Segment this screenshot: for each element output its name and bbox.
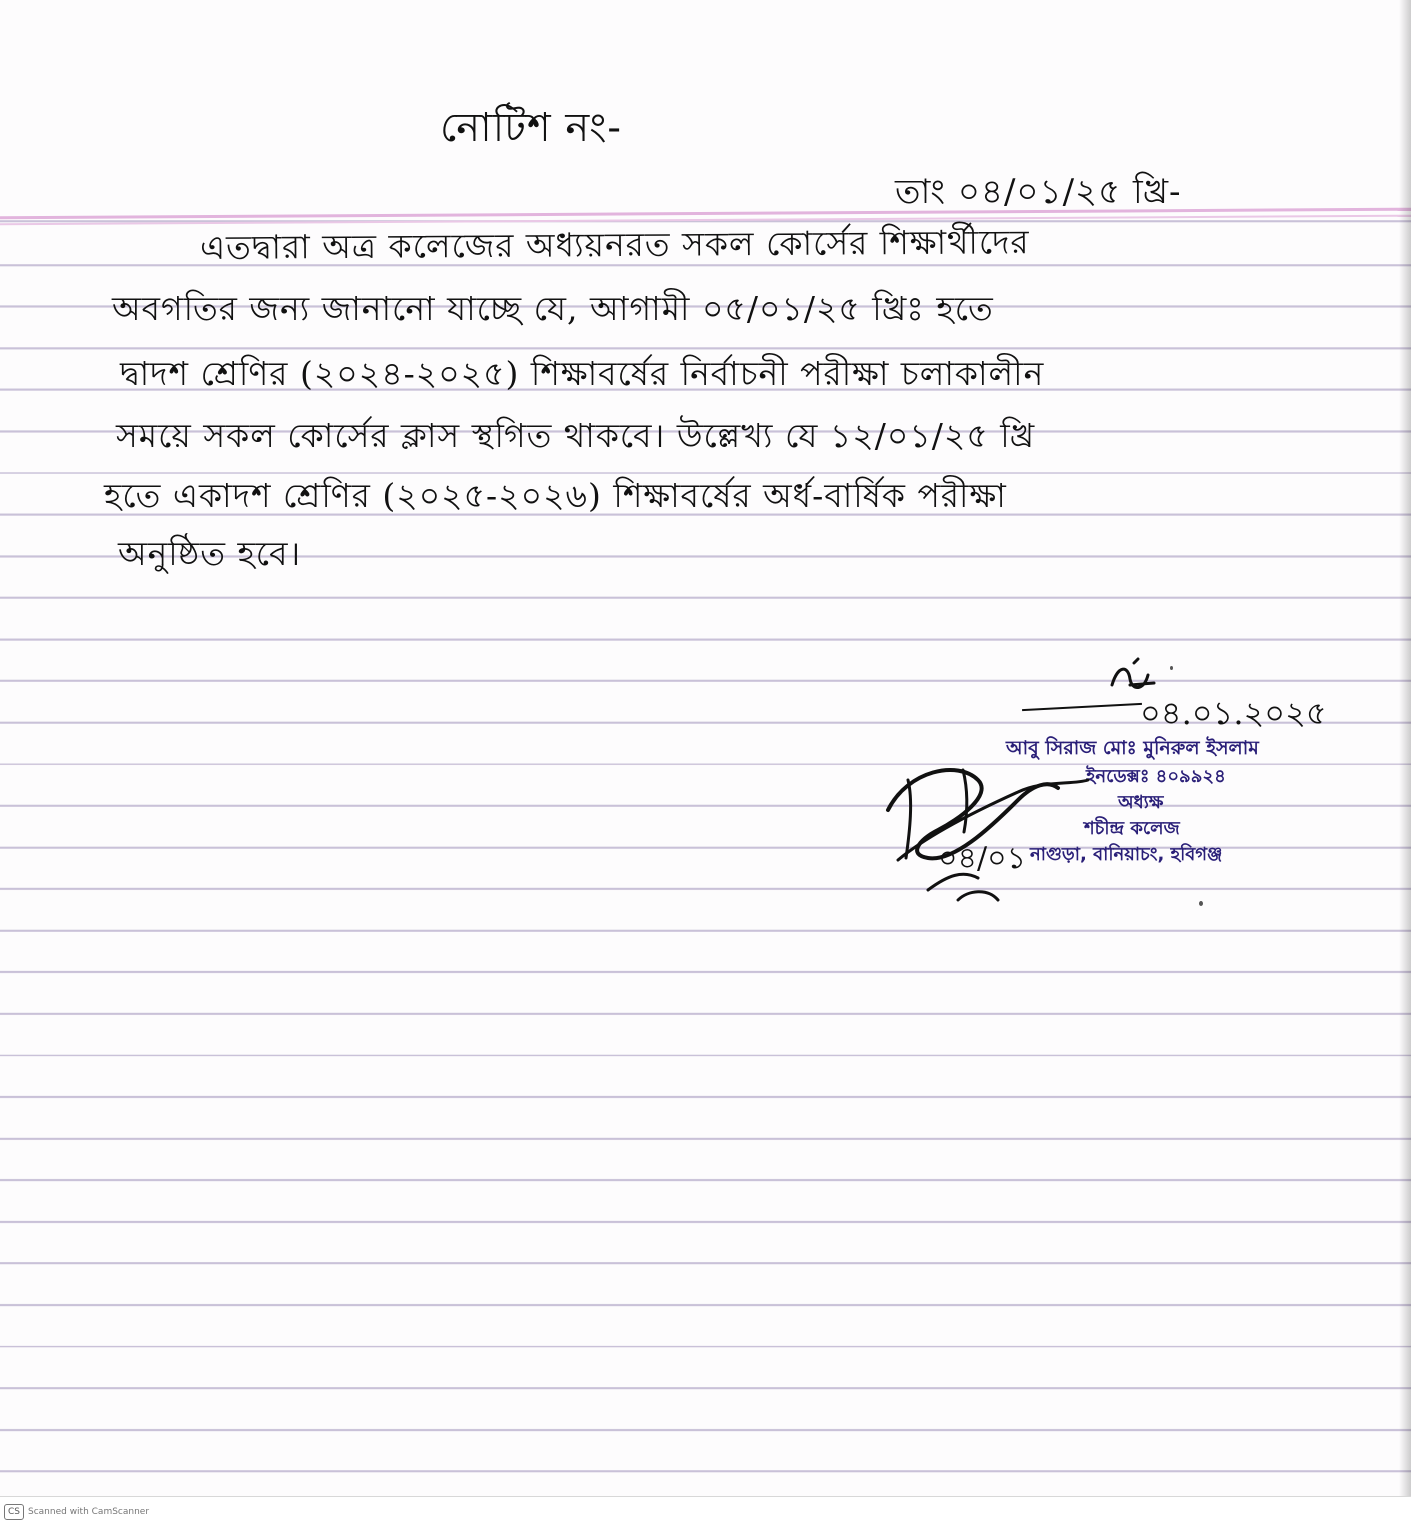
page-edge-shadow [1399,0,1411,1496]
ink-dot [1199,901,1203,906]
scanner-watermark-text: Scanned with CamScanner [28,1507,150,1517]
camscanner-logo-icon: CS [4,1504,24,1520]
notice-body-line: অবগতির জন্য জানানো যাচ্ছে যে, আগামী ০৫/০১/২৫ খ্রিঃ হতে [112,289,994,328]
ink-dot [1170,666,1173,670]
stamp-address: নাগুড়া, বানিয়াচং, হবিগঞ্জ [1030,844,1223,865]
notice-body-line: এতদ্বারা অত্র কলেজের অধ্যয়নরত সকল কোর্সের শিক্ষার্থীদের [199,222,1030,267]
stamp-college: শচীন্দ্র কলেজ [1084,818,1180,839]
paper-header-area [0,0,1411,215]
notice-date: তাং ০৪/০১/২৫ খ্রি- [895,172,1182,212]
notice-body-line: অনুষ্ঠিত হবে। [118,534,302,573]
stamp-name: আবু সিরাজ মোঃ মুনিরুল ইসলাম [1006,737,1259,759]
scanner-watermark [4,1504,149,1520]
scan-footer-band [0,1496,1411,1526]
signature-initial-date: ০৪/০১ [938,841,1027,876]
principal-signature [868,740,1128,930]
notice-body-line: হতে একাদশ শ্রেণির (২০২৫-২০২৬) শিক্ষাবর্ষের অর্ধ-বার্ষিক পরীক্ষা [104,476,1007,515]
stamp-index: ইনডেক্সঃ ৪০৯৯২৪ [1086,766,1226,787]
signature-date: ০৪.০১.২০২৫ [1140,694,1327,732]
notice-title: নোটিশ নং- [440,105,622,151]
notice-body-line: দ্বাদশ শ্রেণির (২০২৪-২০২৫) শিক্ষাবর্ষের নির্বাচনী পরীক্ষা চলাকালীন [120,354,1045,393]
notice-body-line: সময়ে সকল কোর্সের ক্লাস স্থগিত থাকবে। উল্লেখ্য যে ১২/০১/২৫ খ্রি [116,416,1036,455]
stamp-role: অধ্যক্ষ [1118,792,1164,813]
